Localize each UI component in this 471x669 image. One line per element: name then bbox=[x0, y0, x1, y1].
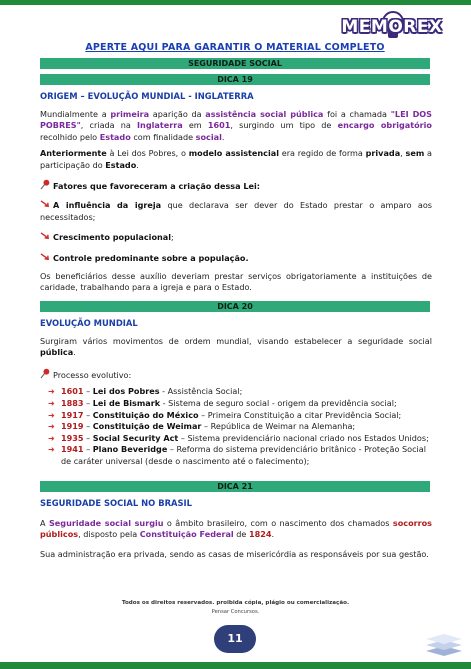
section-title-bar: SEGURIDADE SOCIAL bbox=[40, 58, 430, 69]
text-run: , surgindo um tipo de bbox=[230, 120, 338, 131]
process-label-text: Processo evolutivo: bbox=[53, 369, 132, 380]
text-run: foi a chamada bbox=[323, 108, 391, 119]
text-run: era regido de forma bbox=[278, 148, 366, 159]
text-run: , disposto pela bbox=[78, 529, 140, 540]
factor-1-bold: A influência da igreja bbox=[53, 200, 162, 211]
arrow-right-icon: ➜ bbox=[48, 445, 55, 455]
bottom-green-bar bbox=[0, 662, 471, 669]
factors-title bbox=[40, 179, 432, 193]
text-run: modelo assistencial bbox=[188, 148, 279, 159]
text-run: privada bbox=[365, 148, 401, 159]
arrow-right-icon: ➜ bbox=[48, 433, 55, 443]
text-run: aparição da bbox=[149, 108, 206, 119]
factor-1 bbox=[40, 200, 432, 223]
dica21-paragraph-2: Sua administração era privada, sendo as casas de misericórdia as responsáveis por sua gestão. bbox=[40, 548, 429, 559]
process-item: ➜ 1917 – Constituição do México – Primeira Constituição a citar Previdência Social; bbox=[48, 409, 402, 420]
dica19-heading: ORIGEM – EVOLUÇÃO MUNDIAL - INGLATERRA bbox=[40, 91, 254, 101]
text-run: Inglaterra bbox=[137, 120, 183, 131]
logo-text: MEMOREX bbox=[341, 17, 443, 37]
factor-3 bbox=[40, 253, 432, 265]
dica19-bar: DICA 19 bbox=[40, 74, 430, 85]
text-run: social bbox=[195, 131, 222, 142]
factors-title-text: Fatores que favoreceram a criação dessa Lei: bbox=[53, 180, 261, 191]
dica20-p1-text: Surgiram vários movimentos de ordem mundial, visando estabelecer a seguridade social bbox=[40, 335, 432, 346]
text-run: Estado bbox=[105, 159, 137, 170]
dica19-paragraph-2 bbox=[40, 148, 432, 171]
pushpin-icon bbox=[40, 368, 51, 379]
red-arrow-icon bbox=[40, 232, 51, 241]
factor-3-text: Controle predominante sobre a população. bbox=[53, 252, 249, 263]
text-run: primeira bbox=[110, 108, 150, 119]
dica20-paragraph-1: Surgiram vários movimentos de ordem mundial, visando estabelecer a seguridade social pública. bbox=[40, 335, 432, 358]
text-run: 1824 bbox=[248, 529, 272, 540]
text-run: 1601 bbox=[207, 120, 231, 131]
text-run: de bbox=[233, 529, 249, 540]
text-run: , criada na bbox=[80, 120, 138, 131]
dica19-paragraph-1 bbox=[40, 109, 432, 144]
factor-2: Crescimento populacional; bbox=[40, 232, 432, 244]
text-run: Estado bbox=[99, 131, 131, 142]
footer-brand: Pensar Concursos. bbox=[211, 609, 260, 615]
arrow-right-icon: ➜ bbox=[48, 422, 55, 432]
arrow-right-icon: ➜ bbox=[48, 387, 55, 397]
dica21-section bbox=[40, 498, 432, 560]
text-run: "LEI DOS POBRES" bbox=[40, 108, 432, 131]
red-arrow-icon bbox=[40, 253, 51, 262]
process-list bbox=[40, 386, 432, 467]
process-label bbox=[40, 368, 432, 382]
dica20-heading: EVOLUÇÃO MUNDIAL bbox=[40, 318, 138, 328]
text-run: o âmbito brasileiro, com o nascimento dos chamados bbox=[163, 517, 393, 528]
factor-2-text: Crescimento populacional bbox=[53, 232, 172, 243]
footer-rights: Todos os direitos reservados. proibida cópia, plágio ou comercialização. bbox=[121, 600, 350, 606]
dica21-bar: DICA 21 bbox=[40, 481, 430, 492]
pushpin-icon bbox=[40, 179, 51, 190]
text-run: . bbox=[136, 159, 139, 170]
dica20-p1-bold: pública bbox=[40, 347, 74, 358]
process-item: ➜ 1919 – Constituição de Weimar – República de Weimar na Alemanha; bbox=[48, 421, 356, 432]
text-run: sem bbox=[405, 148, 425, 159]
text-run: Seguridade social surgiu bbox=[48, 517, 164, 528]
text-run: à Lei dos Pobres, o bbox=[106, 148, 189, 159]
dica20-section bbox=[40, 318, 432, 468]
text-run: A bbox=[40, 517, 49, 528]
process-item: ➜ 1601 – Lei dos Pobres - Assistência Social; bbox=[48, 386, 243, 397]
text-run: Constituição Federal bbox=[139, 529, 234, 540]
text-run: . bbox=[221, 131, 225, 142]
dica21-paragraph-1 bbox=[40, 518, 432, 541]
factor-1-rest: que declarava ser dever do Estado prestar o amparo aos necessitados; bbox=[40, 200, 432, 222]
process-item: ➜ 1935 – Social Security Act – Sistema previdenciário nacional criado nos Estados Unidos; bbox=[48, 432, 429, 443]
text-run: Anteriormente bbox=[40, 148, 107, 159]
text-run: Mundialmente a bbox=[40, 108, 111, 119]
process-item: ➜ 1941 – Plano Beveridge – Reforma do sistema previdenciário britânico - Proteção Social de caráter universal (desde o nascimento até o falecimento); bbox=[48, 444, 426, 466]
dica21-heading: SEGURIDADE SOCIAL NO BRASIL bbox=[40, 498, 193, 508]
text-run: assistência social pública bbox=[205, 108, 324, 119]
text-run: encargo obrigatório bbox=[337, 120, 432, 131]
process-item: ➜ 1883 – Lei de Bismark - Sistema de seguro social - origem da previdência social; bbox=[48, 397, 397, 408]
red-arrow-icon bbox=[40, 200, 51, 209]
cta-link[interactable]: APERTE AQUI PARA GARANTIR O MATERIAL COMPLETO bbox=[85, 42, 385, 53]
dica19-section bbox=[40, 91, 432, 294]
stacked-layers-icon bbox=[425, 632, 463, 656]
memorex-logo bbox=[333, 14, 451, 40]
top-green-bar bbox=[0, 0, 471, 5]
text-run: socorros públicos bbox=[40, 517, 432, 540]
text-run: . bbox=[271, 529, 275, 540]
text-run: com finalidade bbox=[130, 131, 196, 142]
arrow-right-icon: ➜ bbox=[48, 398, 55, 408]
text-run: a participação do bbox=[40, 148, 432, 170]
page-number: 11 bbox=[214, 625, 256, 653]
text-run: , bbox=[400, 148, 406, 159]
text-run: recolhido pelo bbox=[40, 131, 100, 142]
text-run: em bbox=[182, 120, 208, 131]
dica20-bar: DICA 20 bbox=[40, 301, 430, 312]
dica19-paragraph-3: Os beneficiários desse auxílio deveriam prestar serviços obrigatoriamente a instituições de caridade, trabalhando para a igreja e para o Estado. bbox=[40, 270, 432, 293]
arrow-right-icon: ➜ bbox=[48, 410, 55, 420]
